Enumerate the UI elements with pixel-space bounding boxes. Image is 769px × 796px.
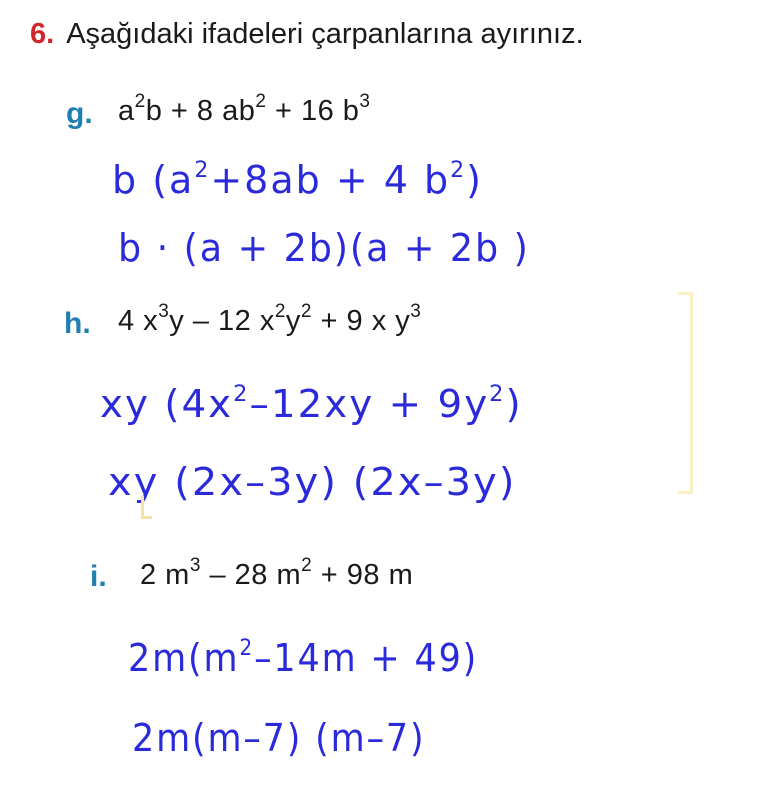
part-h-handwritten-step2: xy (2x–3y) (2x–3y) (108, 460, 517, 504)
part-i-handwritten-step2: 2m(m–7) (m–7) (132, 716, 426, 760)
highlight-bracket-mark (678, 292, 693, 494)
part-i-expression: 2 $m^3 - 28$ $m^2 + 98$ m (140, 555, 414, 591)
question-header (30, 18, 584, 51)
part-h-expression: 4 $x^3y - 12$ $x^2y^2 + 9$ x $y^3$ (118, 301, 422, 337)
highlight-tick-mark (141, 496, 152, 519)
part-g-handwritten-step2: b · (a + 2b)(a + 2b ) (118, 226, 530, 270)
part-i-letter: i. (90, 560, 107, 593)
part-g-handwritten-step1: b ($a^2+8ab + 4$ $b^2$) (112, 158, 483, 202)
part-g-expression: $a^2b + 8$ $ab^2 + 16$ $b^3$ (118, 91, 371, 127)
part-g-letter: g. (66, 97, 93, 130)
part-h-letter: h. (64, 307, 91, 340)
part-h-handwritten-step1: xy $(4x^2-12xy + 9y^2)$ (100, 382, 523, 426)
question-text: Aşağıdaki ifadeleri çarpanlarına ayırınız. (66, 18, 584, 50)
part-i-handwritten-step1: $2m(m^2-14m + 49)$ (128, 636, 479, 680)
question-number: 6. (30, 18, 55, 50)
